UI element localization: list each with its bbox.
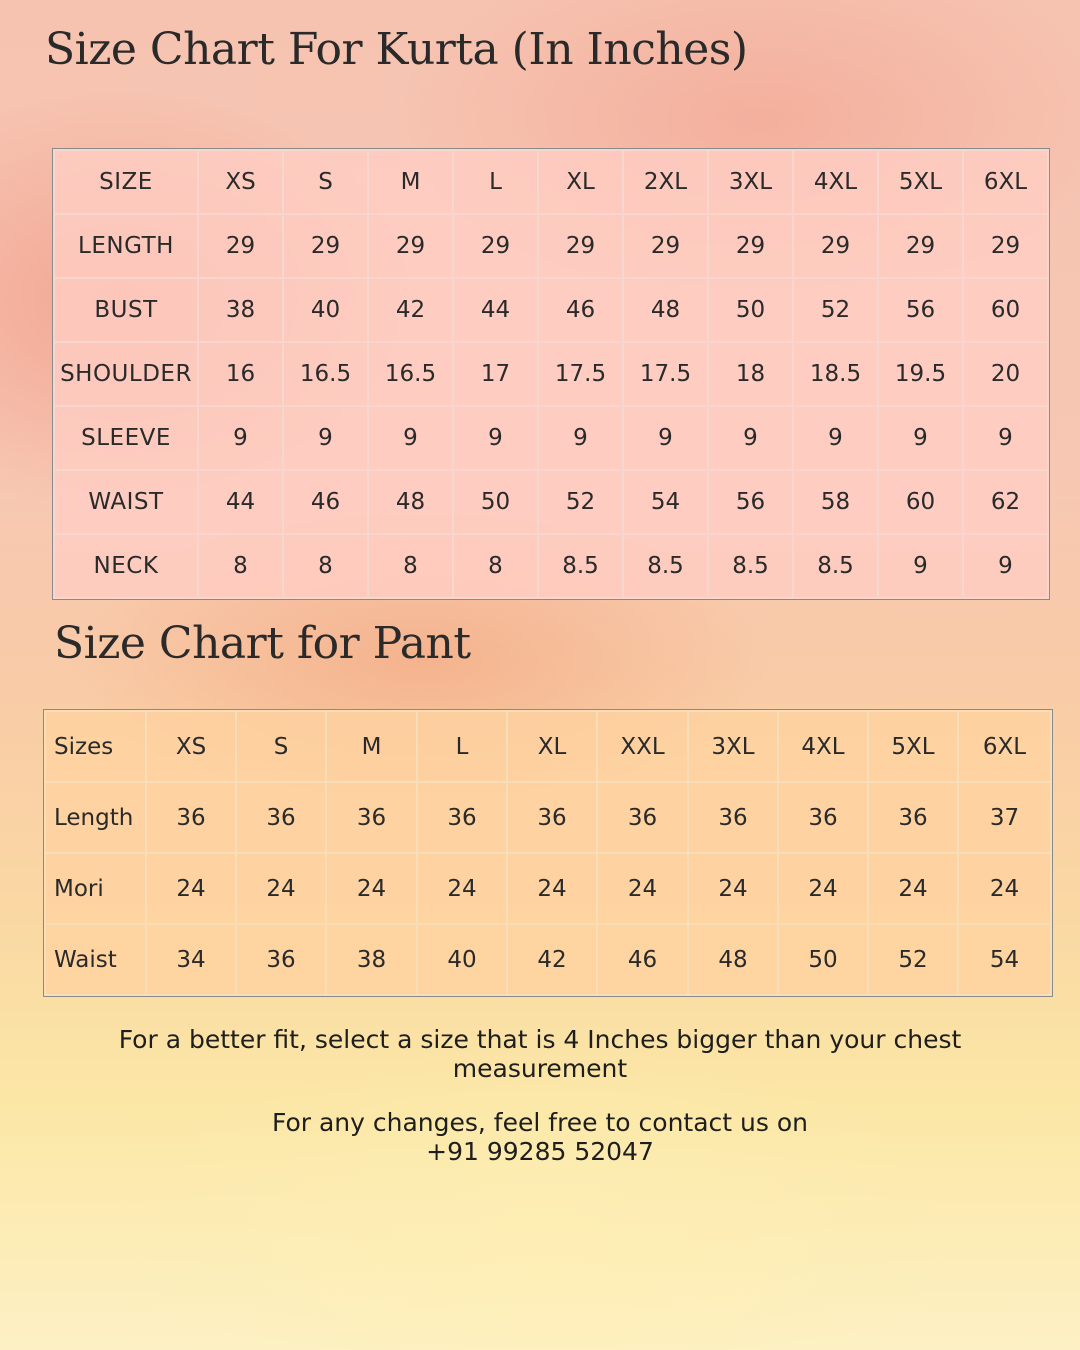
table-cell: 17.5: [623, 342, 708, 406]
table-cell: 34: [146, 924, 236, 995]
size-header-cell: XS: [198, 150, 283, 214]
table-cell: 36: [868, 782, 958, 853]
row-label: SHOULDER: [54, 342, 198, 406]
table-cell: 9: [708, 406, 793, 470]
table-cell: 44: [198, 470, 283, 534]
table-cell: 24: [236, 853, 326, 924]
table-cell: 60: [963, 278, 1048, 342]
table-cell: 24: [778, 853, 868, 924]
table-cell: 29: [198, 214, 283, 278]
size-header-cell: XXL: [597, 711, 688, 782]
table-cell: 38: [198, 278, 283, 342]
table-row: [54, 278, 1048, 342]
contact-phone-number: +91 99285 52047: [426, 1137, 654, 1166]
table-row: [54, 470, 1048, 534]
row-label: Mori: [45, 853, 146, 924]
table-cell: 36: [236, 924, 326, 995]
table-cell: 9: [623, 406, 708, 470]
table-cell: 16.5: [368, 342, 453, 406]
row-label: BUST: [54, 278, 198, 342]
table-cell: 36: [688, 782, 778, 853]
table-cell: 8.5: [793, 534, 878, 598]
table-cell: 9: [453, 406, 538, 470]
size-header-cell: 4XL: [793, 150, 878, 214]
row-label: LENGTH: [54, 214, 198, 278]
pant-header-row: [45, 711, 1051, 782]
table-cell: 56: [708, 470, 793, 534]
table-cell: 19.5: [878, 342, 963, 406]
table-cell: 9: [963, 406, 1048, 470]
table-cell: 17.5: [538, 342, 623, 406]
size-header-cell: S: [283, 150, 368, 214]
table-cell: 36: [507, 782, 597, 853]
row-label: Sizes: [45, 711, 146, 782]
table-cell: 29: [283, 214, 368, 278]
size-header-cell: M: [368, 150, 453, 214]
size-header-cell: XL: [507, 711, 597, 782]
table-cell: 46: [597, 924, 688, 995]
row-label: WAIST: [54, 470, 198, 534]
size-header-cell: L: [453, 150, 538, 214]
table-cell: 24: [868, 853, 958, 924]
table-cell: 17: [453, 342, 538, 406]
table-cell: 9: [198, 406, 283, 470]
table-row: [54, 342, 1048, 406]
table-cell: 54: [958, 924, 1051, 995]
table-cell: 29: [793, 214, 878, 278]
size-header-cell: XS: [146, 711, 236, 782]
table-row: [54, 406, 1048, 470]
table-cell: 24: [417, 853, 507, 924]
table-row: [45, 853, 1051, 924]
contact-note: [0, 1108, 1080, 1166]
table-cell: 9: [963, 534, 1048, 598]
table-cell: 29: [538, 214, 623, 278]
table-cell: 29: [623, 214, 708, 278]
size-header-cell: S: [236, 711, 326, 782]
row-label: SLEEVE: [54, 406, 198, 470]
table-cell: 9: [283, 406, 368, 470]
size-header-cell: 6XL: [963, 150, 1048, 214]
table-cell: 18: [708, 342, 793, 406]
row-label: SIZE: [54, 150, 198, 214]
table-cell: 56: [878, 278, 963, 342]
table-cell: 52: [868, 924, 958, 995]
table-cell: 36: [326, 782, 417, 853]
table-cell: 24: [688, 853, 778, 924]
fit-advice-line-1: For a better fit, select a size that is 4 Inches bigger than your chest: [118, 1025, 962, 1054]
fit-advice-note: [0, 1025, 1080, 1083]
table-cell: 9: [878, 406, 963, 470]
table-cell: 16.5: [283, 342, 368, 406]
pant-size-table: [44, 710, 1052, 996]
size-header-cell: L: [417, 711, 507, 782]
size-header-cell: 3XL: [688, 711, 778, 782]
table-cell: 36: [597, 782, 688, 853]
table-cell: 50: [778, 924, 868, 995]
size-header-cell: M: [326, 711, 417, 782]
table-cell: 16: [198, 342, 283, 406]
table-cell: 46: [283, 470, 368, 534]
table-cell: 24: [958, 853, 1051, 924]
table-cell: 44: [453, 278, 538, 342]
table-cell: 8: [198, 534, 283, 598]
table-cell: 38: [326, 924, 417, 995]
table-cell: 48: [368, 470, 453, 534]
table-cell: 54: [623, 470, 708, 534]
table-cell: 8: [453, 534, 538, 598]
fit-advice-line-2: measurement: [452, 1054, 628, 1083]
table-cell: 8: [283, 534, 368, 598]
table-cell: 36: [146, 782, 236, 853]
table-cell: 62: [963, 470, 1048, 534]
table-cell: 58: [793, 470, 878, 534]
table-cell: 24: [146, 853, 236, 924]
table-cell: 9: [538, 406, 623, 470]
size-header-cell: 5XL: [868, 711, 958, 782]
table-cell: 46: [538, 278, 623, 342]
table-cell: 8: [368, 534, 453, 598]
row-label: NECK: [54, 534, 198, 598]
table-cell: 29: [708, 214, 793, 278]
table-cell: 29: [878, 214, 963, 278]
contact-line: For any changes, feel free to contact us on: [271, 1108, 809, 1137]
table-cell: 8.5: [708, 534, 793, 598]
table-cell: 8.5: [538, 534, 623, 598]
pant-size-chart-title: Size Chart for Pant: [54, 618, 471, 669]
table-row: [45, 782, 1051, 853]
size-header-cell: 6XL: [958, 711, 1051, 782]
table-cell: 52: [793, 278, 878, 342]
table-row: [54, 534, 1048, 598]
size-header-cell: 2XL: [623, 150, 708, 214]
table-cell: 36: [236, 782, 326, 853]
table-cell: 36: [417, 782, 507, 853]
table-cell: 42: [507, 924, 597, 995]
kurta-size-table: [53, 149, 1049, 599]
table-cell: 8.5: [623, 534, 708, 598]
table-cell: 29: [453, 214, 538, 278]
table-cell: 48: [688, 924, 778, 995]
table-cell: 24: [597, 853, 688, 924]
table-cell: 24: [326, 853, 417, 924]
table-cell: 40: [283, 278, 368, 342]
table-row: [45, 924, 1051, 995]
table-cell: 52: [538, 470, 623, 534]
size-header-cell: 4XL: [778, 711, 868, 782]
kurta-size-chart-title: Size Chart For Kurta (In Inches): [45, 24, 748, 75]
table-cell: 9: [368, 406, 453, 470]
table-cell: 50: [708, 278, 793, 342]
table-cell: 24: [507, 853, 597, 924]
size-header-cell: XL: [538, 150, 623, 214]
table-cell: 29: [368, 214, 453, 278]
table-cell: 50: [453, 470, 538, 534]
table-cell: 9: [793, 406, 878, 470]
table-cell: 20: [963, 342, 1048, 406]
table-cell: 18.5: [793, 342, 878, 406]
table-cell: 37: [958, 782, 1051, 853]
table-cell: 48: [623, 278, 708, 342]
table-row: [54, 214, 1048, 278]
table-cell: 60: [878, 470, 963, 534]
row-label: Length: [45, 782, 146, 853]
table-cell: 29: [963, 214, 1048, 278]
table-cell: 36: [778, 782, 868, 853]
row-label: Waist: [45, 924, 146, 995]
kurta-header-row: [54, 150, 1048, 214]
table-cell: 42: [368, 278, 453, 342]
table-cell: 9: [878, 534, 963, 598]
table-cell: 40: [417, 924, 507, 995]
size-header-cell: 5XL: [878, 150, 963, 214]
size-header-cell: 3XL: [708, 150, 793, 214]
